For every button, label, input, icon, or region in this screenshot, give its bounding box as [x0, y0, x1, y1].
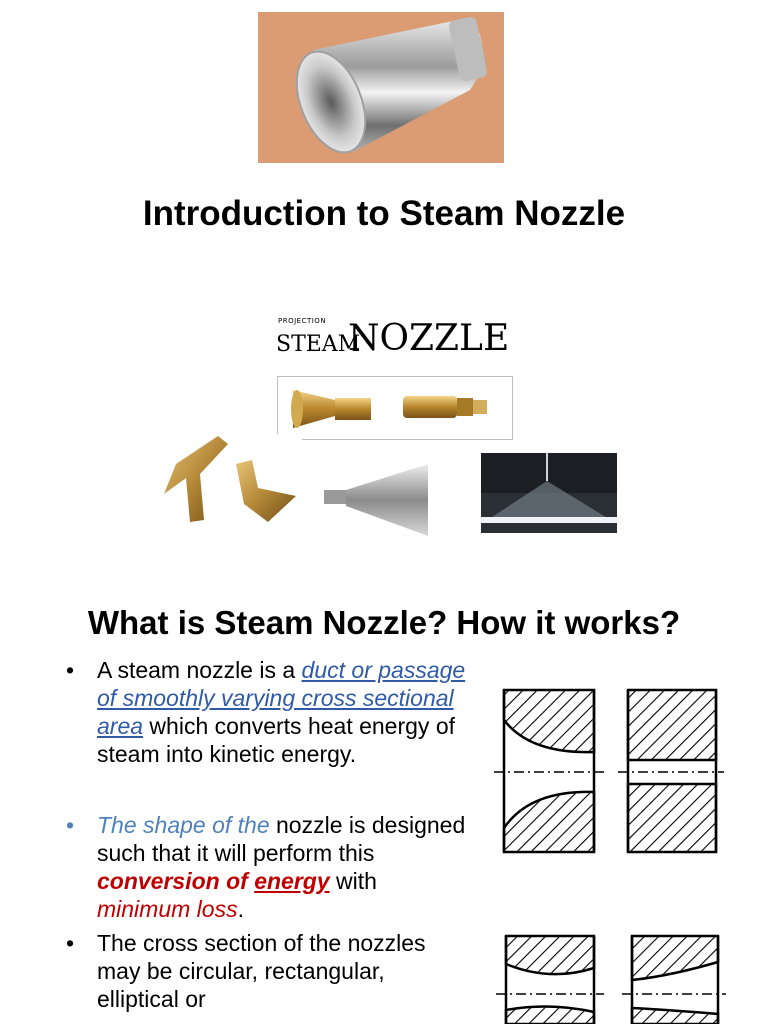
brand-small-text: PROJECTION: [278, 317, 327, 325]
brass-fan-nozzles-image: [160, 434, 302, 526]
bullet-item: [66, 811, 466, 923]
brass-nozzle-pair-image: [277, 376, 513, 440]
brand-heading: [276, 314, 526, 374]
bullet-dot: •: [66, 657, 75, 683]
bullet-text: A steam nozzle is a: [97, 657, 302, 683]
bullet-item: [66, 929, 466, 1013]
spray-nozzle-image: [320, 462, 430, 540]
brand-steam-text: STEAM: [276, 332, 361, 357]
brand-nozzle-text: NOZZLE: [348, 318, 510, 359]
bullet-text: nozzle is designed such that it will perform this: [97, 812, 466, 866]
bullet-emphasis: minimum loss: [97, 896, 238, 922]
bullet-dot: •: [66, 930, 75, 956]
bullet-text: which converts heat energy of steam into kinetic energy.: [97, 713, 455, 767]
bullet-text: The cross section of the nozzles may be circular, rectangular, elliptical or: [97, 930, 426, 1012]
bullet-emphasis: conversion of: [97, 868, 248, 894]
steel-nozzle-photo: [258, 12, 504, 163]
bullet-dot: •: [66, 812, 75, 838]
bullet-emphasis: energy: [254, 868, 330, 894]
nozzle-section-drawing: [490, 680, 726, 1024]
bullet-list: [66, 656, 466, 1013]
water-spray-photo: [481, 453, 617, 533]
slide2-title: What is Steam Nozzle? How it works?: [87, 604, 681, 641]
slide1-title: Introduction to Steam Nozzle: [142, 194, 626, 233]
definition-link[interactable]: duct or passage of smoothly varying cross sectional area: [97, 657, 466, 739]
bullet-emphasis: The shape of the: [97, 812, 270, 838]
bullet-text: .: [237, 896, 244, 922]
bullet-item: [66, 656, 466, 768]
bullet-text: with: [329, 868, 377, 894]
